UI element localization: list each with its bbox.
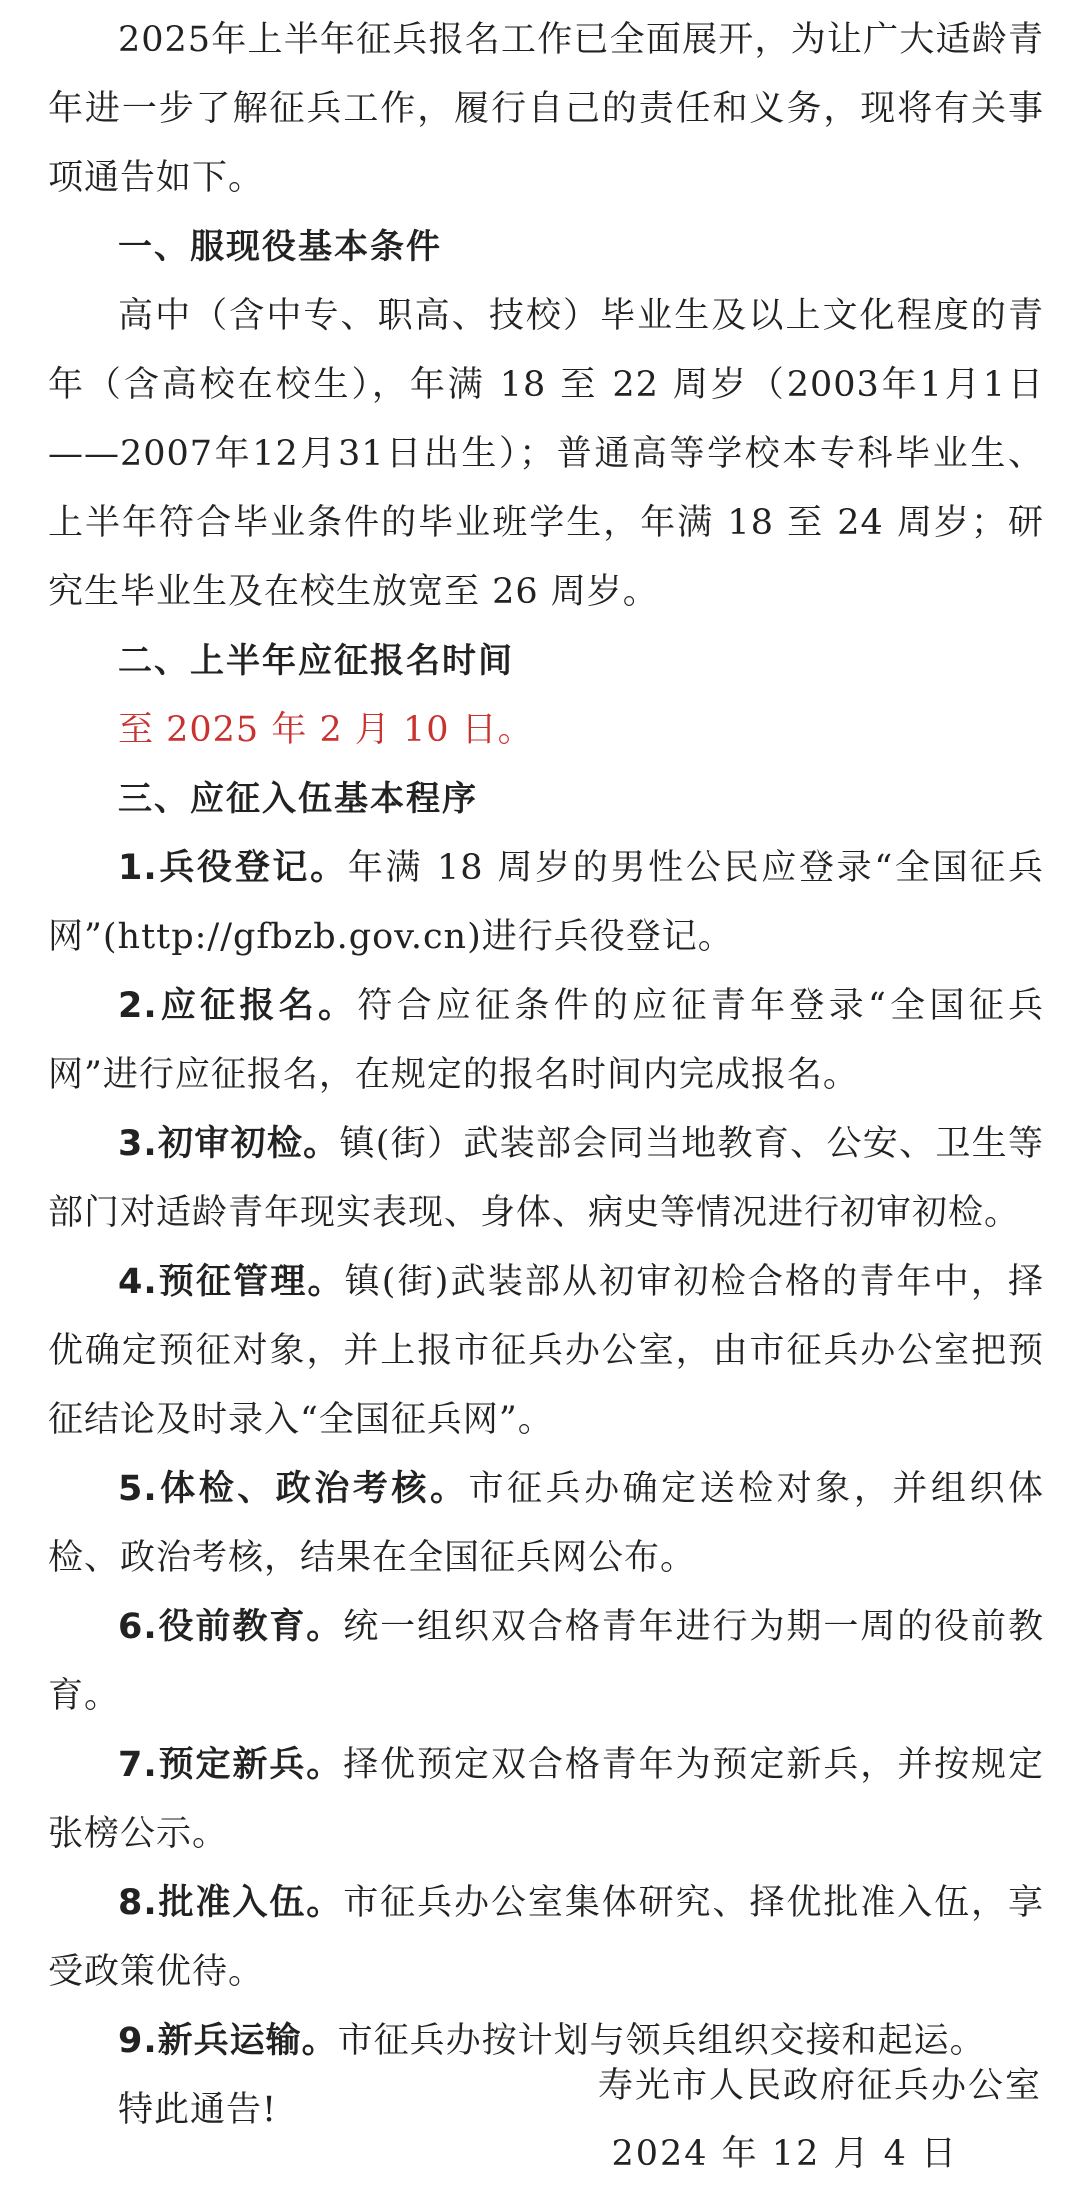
signature-organization: 寿光市人民政府征兵办公室 [597,2066,1042,2106]
step-title: 6.役前教育。 [118,1607,344,1647]
step-title: 7.预定新兵。 [118,1745,344,1785]
step-title: 1.兵役登记。 [118,848,348,888]
procedure-step [48,1593,1044,1731]
intro-paragraph: 2025年上半年征兵报名工作已全面展开，为让广大适龄青年进一步了解征兵工作，履行自己的责任和义务，现将有关事项通告如下。 [48,20,1044,198]
step-text: 镇(街)武装部从初审初检合格的青年中，择优确定预征对象，并上报市征兵办公室，由市征兵办公室把预征结论及时录入“全国征兵网”。 [48,1262,1044,1440]
section-heading-conditions: 一、服现役基本条件 [118,227,442,267]
step-text: 统一组织双合格青年进行为期一周的役前教育。 [48,1607,1044,1716]
step-title: 3.初审初检。 [118,1124,340,1164]
step-text: 市征兵办公室集体研究、择优批准入伍，享受政策优待。 [48,1883,1044,1992]
step-text: 择优预定双合格青年为预定新兵，并按规定张榜公示。 [48,1745,1044,1854]
procedure-step [48,834,1044,972]
step-text: 市征兵办按计划与领兵组织交接和起运。 [337,2021,986,2061]
section-heading-procedure: 三、应征入伍基本程序 [118,779,478,819]
closing-text: 特此通告! [118,2090,278,2130]
step-title: 9.新兵运输。 [118,2021,338,2061]
step-title: 2.应征报名。 [118,986,358,1026]
procedure-step [48,1731,1044,1869]
step-title: 4.预征管理。 [118,1262,345,1302]
step-text: 镇(街）武装部会同当地教育、公安、卫生等部门对适龄青年现实表现、身体、病史等情况进行初审初检。 [48,1124,1044,1233]
procedure-step [48,1110,1044,1248]
procedure-step [48,1455,1044,1593]
procedure-step [48,1248,1044,1455]
notice-document [48,0,1044,2145]
step-title: 5.体检、政治考核。 [118,1469,469,1509]
signature-date: 2024 年 12 月 4 日 [611,2134,958,2174]
step-text: 市征兵办确定送检对象，并组织体检、政治考核，结果在全国征兵网公布。 [48,1469,1044,1578]
step-text: 年满 18 周岁的男性公民应登录“全国征兵网”(http://gfbzb.gov.cn)进行兵役登记。 [48,848,1045,957]
procedure-step [48,1869,1044,2007]
step-text: 符合应征条件的应征青年登录“全国征兵网”进行应征报名，在规定的报名时间内完成报名。 [48,986,1044,1095]
step-title: 8.批准入伍。 [118,1883,344,1923]
conditions-paragraph: 高中（含中专、职高、技校）毕业生及以上文化程度的青年（含高校在校生），年满 18 至 22 周岁（2003年1月1日——2007年12月31日出生）；普通高等学校本专科毕业生、上半年符合毕业条件的毕业班学生，年满 18 至 24 周岁；研究生毕业生及在校生放宽至 26 周岁。 [48,296,1044,612]
section-heading-registration-time: 二、上半年应征报名时间 [118,641,514,681]
procedure-step [48,972,1044,1110]
registration-deadline: 至 2025 年 2 月 10 日。 [118,710,534,750]
